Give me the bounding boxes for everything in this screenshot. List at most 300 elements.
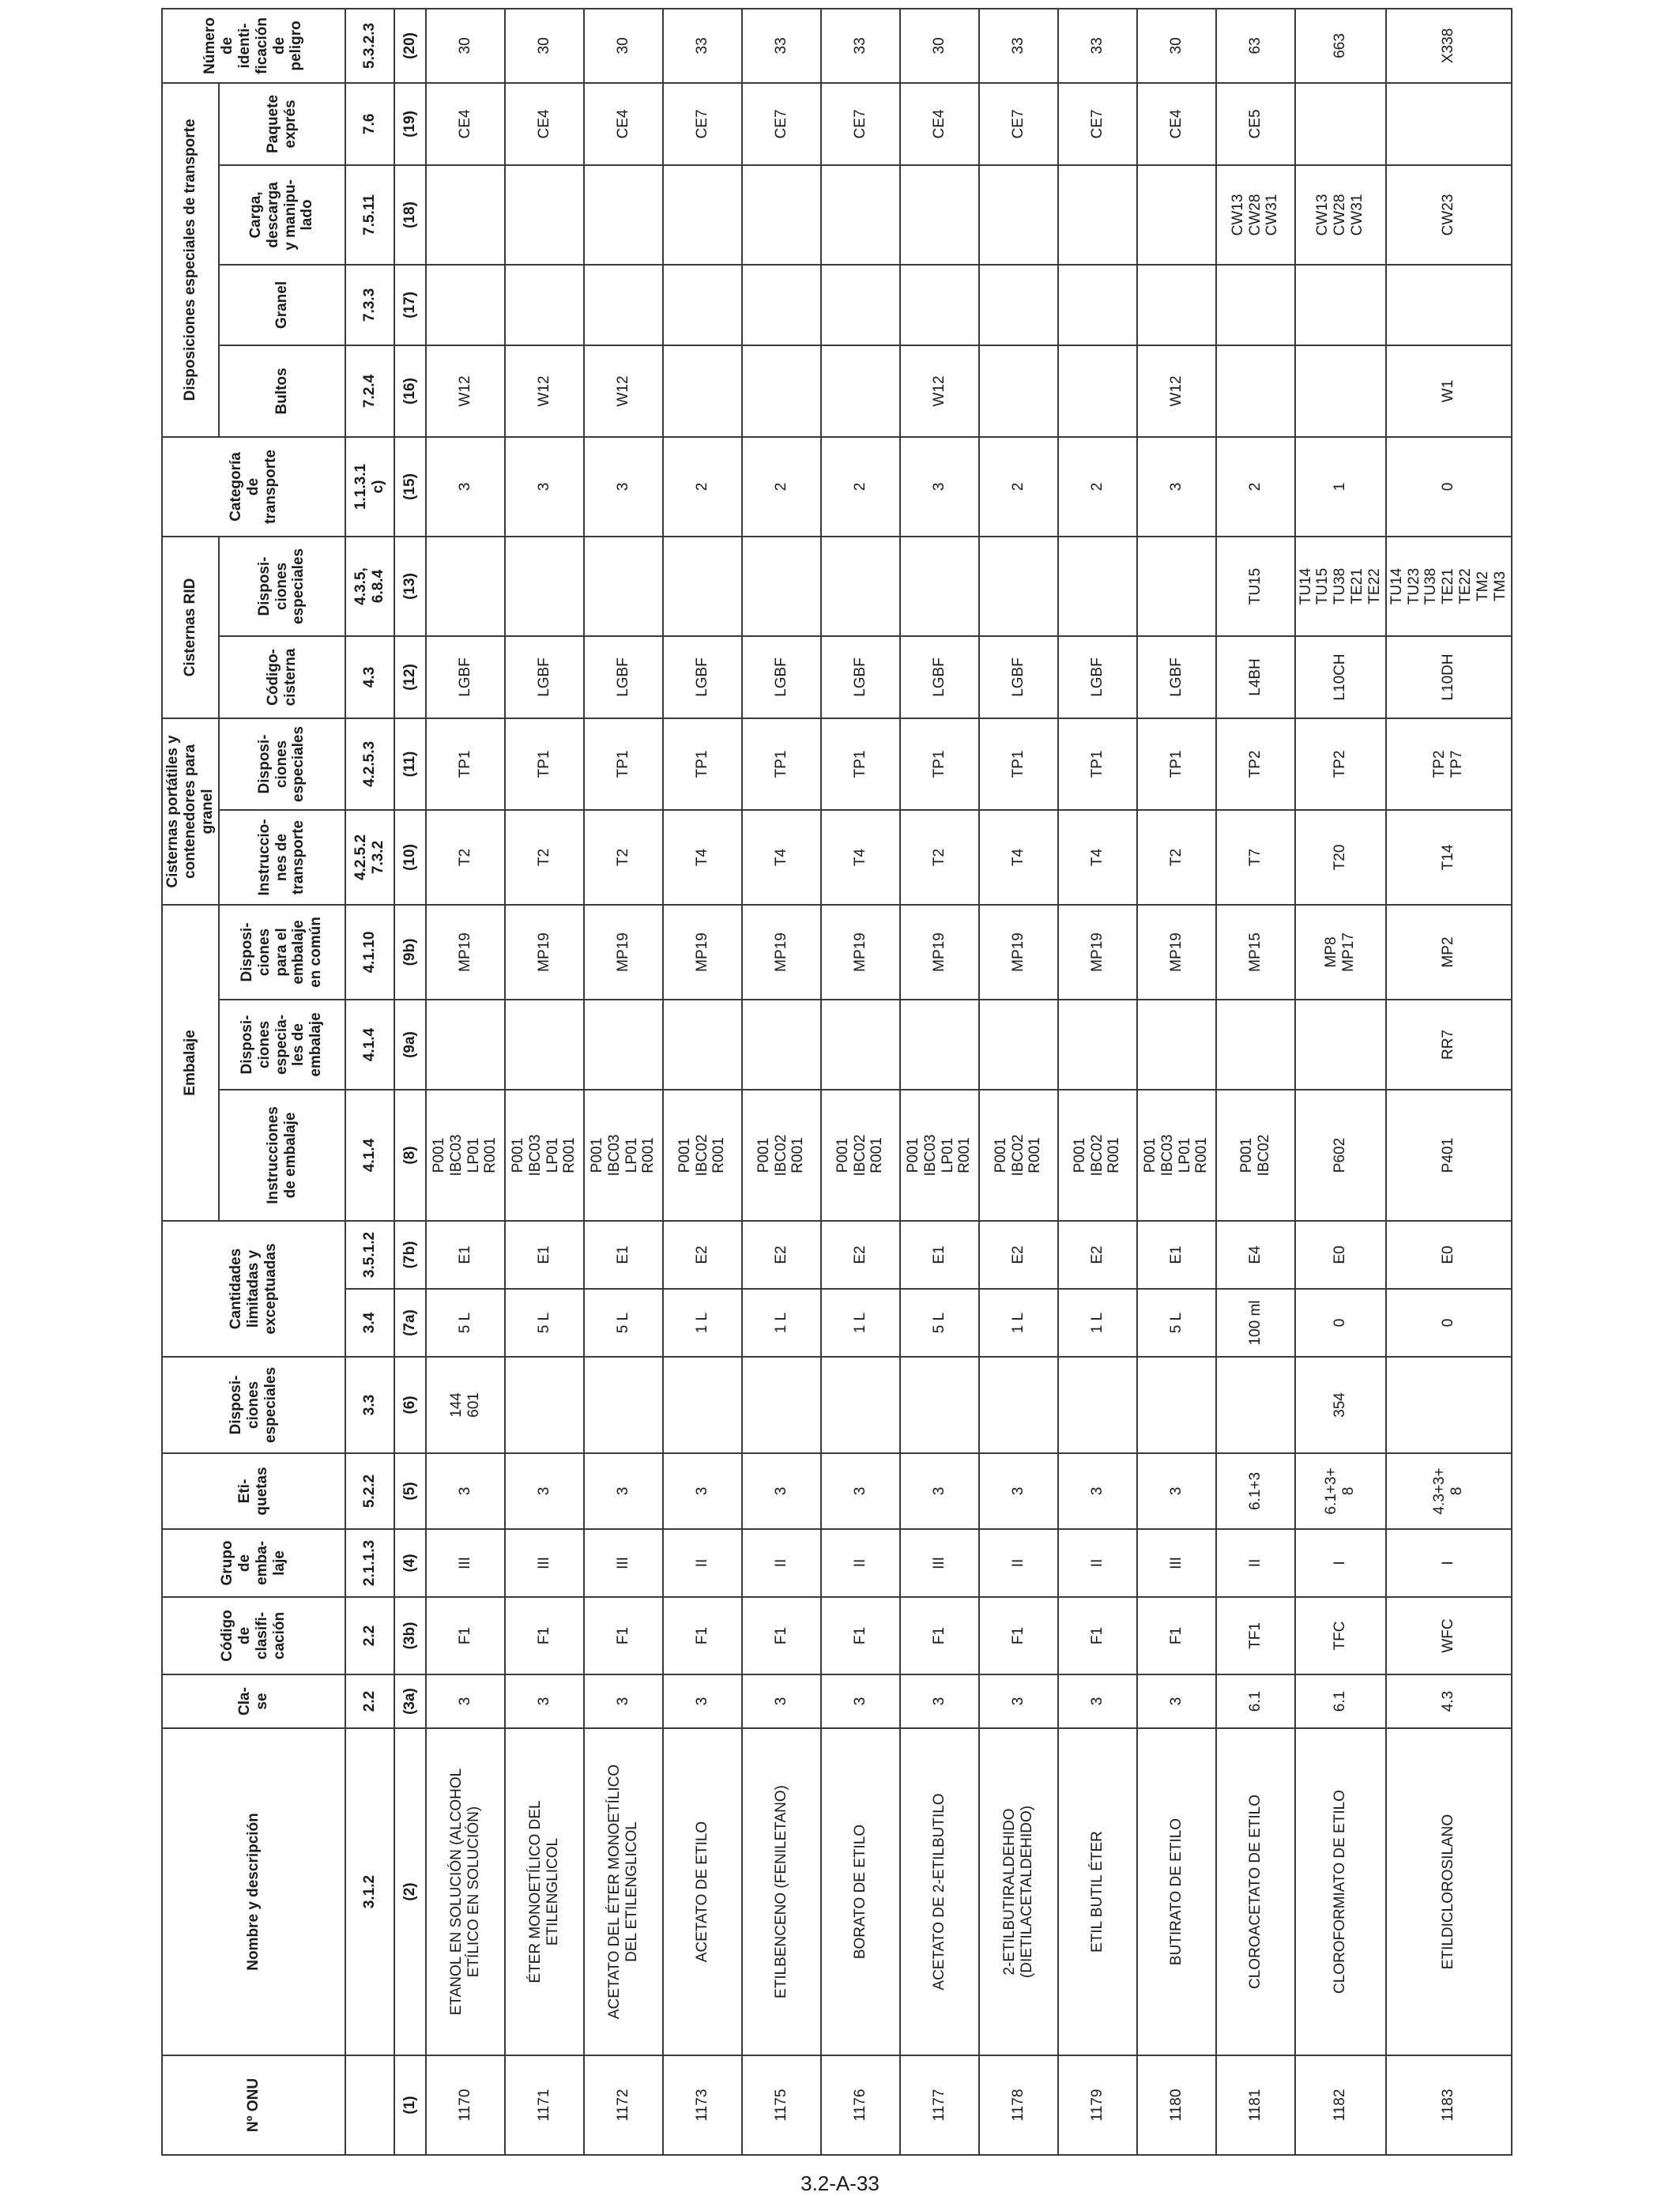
column-number-cell: (8) (394, 1090, 426, 1221)
header-labels: Eti- quetas (162, 1453, 345, 1529)
header-packages: Bultos (219, 345, 345, 437)
cell-tank-code: L10DH (1386, 636, 1512, 718)
header-hazard-number: Número de identi- ficación de peligro (162, 9, 345, 83)
cell-name: ÉTER MONOETÍLICO DEL ETILENGLICOL (505, 1728, 584, 2055)
cell-un-number: 1181 (1216, 2055, 1295, 2155)
reference-cell: 3.3 (345, 1357, 394, 1453)
cell-tank-code: LGBF (663, 636, 742, 718)
cell-hazard-number: 33 (979, 9, 1058, 83)
cell-loading-provision (663, 165, 742, 265)
cell-packing-instructions: P001 IBC03 LP01 R001 (900, 1090, 979, 1221)
header-packing-group: Grupo de emba- laje (162, 1529, 345, 1597)
reference-cell: 4.1.10 (345, 905, 394, 1000)
cell-portable-tank-provisions: TP1 (584, 718, 663, 810)
reference-cell: 7.3.3 (345, 265, 394, 345)
table-row (742, 9, 821, 2155)
cell-packing-instructions: P001 IBC02 R001 (821, 1090, 900, 1221)
cell-tank-provisions (663, 537, 742, 636)
cell-excepted-quantity: E1 (426, 1221, 505, 1289)
cell-special-provisions (505, 1357, 584, 1453)
cell-packing-group: III (426, 1529, 505, 1597)
cell-limited-quantity: 5 L (426, 1289, 505, 1357)
cell-portable-tank-instructions: T2 (426, 810, 505, 905)
cell-loading-provision (584, 165, 663, 265)
cell-limited-quantity: 5 L (505, 1289, 584, 1357)
cell-portable-tank-provisions: TP1 (663, 718, 742, 810)
header-class: Cla- se (162, 1674, 345, 1728)
cell-tank-provisions: TU14 TU15 TU38 TE21 TE22 (1295, 537, 1386, 636)
cell-excepted-quantity: E1 (1137, 1221, 1216, 1289)
cell-tank-provisions (1058, 537, 1137, 636)
cell-un-number: 1173 (663, 2055, 742, 2155)
rotated-page (161, 9, 1509, 2156)
table-row (1216, 9, 1295, 2155)
cell-tank-code: LGBF (821, 636, 900, 718)
cell-bulk-provision (900, 265, 979, 345)
column-number-cell: (12) (394, 636, 426, 718)
cell-express-parcel-provision: CE4 (426, 83, 505, 165)
cell-labels: 3 (1058, 1453, 1137, 1529)
cell-class: 3 (900, 1674, 979, 1728)
cell-packages-provision: W12 (1137, 345, 1216, 437)
cell-limited-quantity: 0 (1386, 1289, 1512, 1357)
reference-cell: 2.2 (345, 1597, 394, 1674)
cell-name: ETANOL EN SOLUCIÓN (ALCOHOL ETÍLICO EN SOLUCIÓN) (426, 1728, 505, 2055)
cell-packing-group: II (742, 1529, 821, 1597)
cell-express-parcel-provision: CE7 (663, 83, 742, 165)
cell-excepted-quantity: E0 (1295, 1221, 1386, 1289)
cell-hazard-number: 663 (1295, 9, 1386, 83)
cell-portable-tank-instructions: T4 (979, 810, 1058, 905)
cell-loading-provision (979, 165, 1058, 265)
header-bulk: Granel (219, 265, 345, 345)
cell-special-packing-provisions: RR7 (1386, 1000, 1512, 1090)
header-limited-quantities: Cantidades limitadas y exceptuadas (162, 1221, 345, 1357)
cell-tank-code: LGBF (505, 636, 584, 718)
header-rid-tanks: Cisternas RID (162, 537, 219, 718)
cell-express-parcel-provision (1386, 83, 1512, 165)
cell-portable-tank-instructions: T2 (1137, 810, 1216, 905)
column-number-cell: (15) (394, 437, 426, 537)
cell-un-number: 1172 (584, 2055, 663, 2155)
cell-classification-code: F1 (426, 1597, 505, 1674)
cell-express-parcel-provision: CE7 (742, 83, 821, 165)
cell-hazard-number: 33 (1058, 9, 1137, 83)
cell-express-parcel-provision: CE4 (505, 83, 584, 165)
cell-special-packing-provisions (1216, 1000, 1295, 1090)
cell-mixed-packing-provisions: MP19 (742, 905, 821, 1000)
cell-bulk-provision (742, 265, 821, 345)
cell-bulk-provision (426, 265, 505, 345)
cell-special-provisions (900, 1357, 979, 1453)
cell-portable-tank-provisions: TP2 (1216, 718, 1295, 810)
table-row (979, 9, 1058, 2155)
cell-classification-code: F1 (1058, 1597, 1137, 1674)
table-row (584, 9, 663, 2155)
column-number-cell: (19) (394, 83, 426, 165)
cell-express-parcel-provision: CE7 (1058, 83, 1137, 165)
dangerous-goods-table (161, 8, 1512, 2156)
cell-portable-tank-provisions: TP2 (1295, 718, 1386, 810)
cell-name: BORATO DE ETILO (821, 1728, 900, 2055)
cell-un-number: 1182 (1295, 2055, 1386, 2155)
cell-tank-provisions (1137, 537, 1216, 636)
cell-portable-tank-provisions: TP1 (1137, 718, 1216, 810)
cell-hazard-number: 30 (1137, 9, 1216, 83)
cell-transport-category: 2 (979, 437, 1058, 537)
cell-hazard-number: X338 (1386, 9, 1512, 83)
cell-loading-provision (426, 165, 505, 265)
cell-packing-instructions: P001 IBC03 LP01 R001 (584, 1090, 663, 1221)
cell-classification-code: TFC (1295, 1597, 1386, 1674)
cell-hazard-number: 33 (742, 9, 821, 83)
cell-bulk-provision (584, 265, 663, 345)
reference-row (345, 9, 394, 2155)
header-packaging: Embalaje (162, 905, 219, 1221)
reference-cell: 7.5.11 (345, 165, 394, 265)
cell-tank-code: LGBF (900, 636, 979, 718)
cell-tank-code: LGBF (1137, 636, 1216, 718)
cell-packing-instructions: P001 IBC03 LP01 R001 (505, 1090, 584, 1221)
cell-excepted-quantity: E2 (742, 1221, 821, 1289)
cell-tank-provisions (821, 537, 900, 636)
cell-bulk-provision (1386, 265, 1512, 345)
cell-hazard-number: 30 (584, 9, 663, 83)
header-special-provisions: Disposi- ciones especiales (162, 1357, 345, 1453)
column-number-cell: (9b) (394, 905, 426, 1000)
table-row (900, 9, 979, 2155)
header-name: Nombre y descripción (162, 1728, 345, 2055)
cell-special-provisions (1137, 1357, 1216, 1453)
cell-packing-group: II (1058, 1529, 1137, 1597)
table-row (1295, 9, 1386, 2155)
cell-packing-group: III (505, 1529, 584, 1597)
column-number-cell: (7a) (394, 1289, 426, 1357)
cell-portable-tank-provisions: TP1 (742, 718, 821, 810)
cell-bulk-provision (1058, 265, 1137, 345)
cell-bulk-provision (821, 265, 900, 345)
cell-transport-category: 2 (663, 437, 742, 537)
cell-packages-provision (663, 345, 742, 437)
cell-portable-tank-instructions: T4 (663, 810, 742, 905)
cell-un-number: 1180 (1137, 2055, 1216, 2155)
cell-class: 3 (1137, 1674, 1216, 1728)
cell-express-parcel-provision: CE4 (1137, 83, 1216, 165)
cell-name: CLOROFORMIATO DE ETILO (1295, 1728, 1386, 2055)
cell-portable-tank-instructions: T4 (1058, 810, 1137, 905)
cell-labels: 3 (979, 1453, 1058, 1529)
cell-packages-provision: W12 (900, 345, 979, 437)
cell-class: 3 (979, 1674, 1058, 1728)
column-number-cell: (20) (394, 9, 426, 83)
cell-mixed-packing-provisions: MP19 (505, 905, 584, 1000)
cell-loading-provision (900, 165, 979, 265)
cell-classification-code: F1 (742, 1597, 821, 1674)
cell-name: BUTIRATO DE ETILO (1137, 1728, 1216, 2055)
cell-packages-provision (1216, 345, 1295, 437)
column-number-cell: (5) (394, 1453, 426, 1529)
cell-un-number: 1183 (1386, 2055, 1512, 2155)
cell-name: ETILBENCENO (FENILETANO) (742, 1728, 821, 2055)
cell-excepted-quantity: E2 (821, 1221, 900, 1289)
cell-packages-provision: W12 (426, 345, 505, 437)
cell-limited-quantity: 1 L (742, 1289, 821, 1357)
cell-special-provisions (1058, 1357, 1137, 1453)
table-row (1137, 9, 1216, 2155)
cell-packages-provision: W12 (584, 345, 663, 437)
header-un-number: Nº ONU (162, 2055, 345, 2155)
cell-tank-code: LGBF (426, 636, 505, 718)
cell-packing-group: I (1386, 1529, 1512, 1597)
cell-transport-category: 3 (426, 437, 505, 537)
column-number-cell: (3a) (394, 1674, 426, 1728)
cell-portable-tank-provisions: TP1 (505, 718, 584, 810)
cell-mixed-packing-provisions: MP19 (1058, 905, 1137, 1000)
cell-special-provisions (742, 1357, 821, 1453)
cell-portable-tank-instructions: T4 (821, 810, 900, 905)
cell-portable-tank-instructions: T4 (742, 810, 821, 905)
cell-tank-provisions (505, 537, 584, 636)
cell-classification-code: F1 (663, 1597, 742, 1674)
cell-un-number: 1177 (900, 2055, 979, 2155)
cell-portable-tank-provisions: TP2 TP7 (1386, 718, 1512, 810)
cell-transport-category: 3 (584, 437, 663, 537)
cell-labels: 3 (505, 1453, 584, 1529)
cell-transport-category: 2 (742, 437, 821, 537)
cell-loading-provision (1137, 165, 1216, 265)
cell-classification-code: F1 (505, 1597, 584, 1674)
cell-packing-group: III (584, 1529, 663, 1597)
cell-packing-group: II (663, 1529, 742, 1597)
cell-un-number: 1179 (1058, 2055, 1137, 2155)
cell-tank-provisions (584, 537, 663, 636)
cell-name: ETILDICLOROSILANO (1386, 1728, 1512, 2055)
cell-special-provisions (979, 1357, 1058, 1453)
cell-excepted-quantity: E1 (505, 1221, 584, 1289)
cell-class: 6.1 (1216, 1674, 1295, 1728)
cell-tank-code: LGBF (1058, 636, 1137, 718)
reference-cell: 3.5.1.2 (345, 1221, 394, 1289)
cell-labels: 6.1+3 (1216, 1453, 1295, 1529)
cell-bulk-provision (505, 265, 584, 345)
reference-cell: 4.2.5.2 7.3.2 (345, 810, 394, 905)
cell-loading-provision: CW23 (1386, 165, 1512, 265)
column-number-cell: (16) (394, 345, 426, 437)
reference-cell: 2.1.1.3 (345, 1529, 394, 1597)
reference-cell: 7.2.4 (345, 345, 394, 437)
cell-name: CLOROACETATO DE ETILO (1216, 1728, 1295, 2055)
reference-cell: 4.1.4 (345, 1090, 394, 1221)
cell-limited-quantity: 5 L (584, 1289, 663, 1357)
cell-packing-group: II (821, 1529, 900, 1597)
reference-cell: 4.3.5, 6.8.4 (345, 537, 394, 636)
cell-excepted-quantity: E2 (663, 1221, 742, 1289)
cell-mixed-packing-provisions: MP19 (1137, 905, 1216, 1000)
cell-portable-tank-instructions: T2 (900, 810, 979, 905)
cell-transport-category: 1 (1295, 437, 1386, 537)
cell-hazard-number: 63 (1216, 9, 1295, 83)
cell-un-number: 1170 (426, 2055, 505, 2155)
cell-excepted-quantity: E0 (1386, 1221, 1512, 1289)
cell-packing-group: I (1295, 1529, 1386, 1597)
cell-special-provisions (584, 1357, 663, 1453)
cell-loading-provision (1058, 165, 1137, 265)
cell-name: ACETATO DEL ÉTER MONOETÍLICO DEL ETILENGLICOL (584, 1728, 663, 2055)
cell-name: ACETATO DE ETILO (663, 1728, 742, 2055)
cell-class: 3 (821, 1674, 900, 1728)
cell-tank-provisions (742, 537, 821, 636)
column-number-cell: (17) (394, 265, 426, 345)
page-number: 3.2-A-33 (800, 2172, 880, 2195)
reference-cell: 4.2.5.3 (345, 718, 394, 810)
cell-bulk-provision (663, 265, 742, 345)
cell-un-number: 1171 (505, 2055, 584, 2155)
reference-cell: 5.2.2 (345, 1453, 394, 1529)
table-row (821, 9, 900, 2155)
header-packing-instructions: Instrucciones de embalaje (219, 1090, 345, 1221)
cell-special-provisions: 354 (1295, 1357, 1386, 1453)
cell-classification-code: F1 (1137, 1597, 1216, 1674)
cell-packing-group: II (1216, 1529, 1295, 1597)
cell-packing-instructions: P401 (1386, 1090, 1512, 1221)
cell-classification-code: F1 (900, 1597, 979, 1674)
cell-special-packing-provisions (1295, 1000, 1386, 1090)
cell-labels: 4.3+3+ 8 (1386, 1453, 1512, 1529)
cell-transport-category: 0 (1386, 437, 1512, 537)
cell-limited-quantity: 1 L (663, 1289, 742, 1357)
cell-portable-tank-instructions: T2 (584, 810, 663, 905)
cell-labels: 3 (426, 1453, 505, 1529)
reference-cell: 4.3 (345, 636, 394, 718)
reference-cell: 4.1.4 (345, 1000, 394, 1090)
header-portable-special-provisions: Disposi- ciones especiales (219, 718, 345, 810)
cell-packing-instructions: P001 IBC02 R001 (742, 1090, 821, 1221)
cell-packages-provision (1058, 345, 1137, 437)
cell-class: 3 (663, 1674, 742, 1728)
header-transport-category: Categoría de transporte (162, 437, 345, 537)
cell-mixed-packing-provisions: MP19 (426, 905, 505, 1000)
cell-limited-quantity: 0 (1295, 1289, 1386, 1357)
cell-special-provisions (1386, 1357, 1512, 1453)
cell-loading-provision (742, 165, 821, 265)
cell-packing-instructions: P001 IBC02 R001 (663, 1090, 742, 1221)
cell-labels: 3 (584, 1453, 663, 1529)
column-number-cell: (10) (394, 810, 426, 905)
cell-un-number: 1176 (821, 2055, 900, 2155)
cell-loading-provision: CW13 CW28 CW31 (1295, 165, 1386, 265)
cell-mixed-packing-provisions: MP19 (584, 905, 663, 1000)
cell-hazard-number: 30 (426, 9, 505, 83)
cell-class: 3 (742, 1674, 821, 1728)
cell-name: ACETATO DE 2-ETILBUTILO (900, 1728, 979, 2055)
cell-labels: 3 (900, 1453, 979, 1529)
cell-limited-quantity: 5 L (1137, 1289, 1216, 1357)
cell-mixed-packing-provisions: MP8 MP17 (1295, 905, 1386, 1000)
cell-class: 4.3 (1386, 1674, 1512, 1728)
cell-bulk-provision (979, 265, 1058, 345)
header-special-transport-provisions: Disposiciones especiales de transporte (162, 83, 219, 437)
cell-labels: 3 (1137, 1453, 1216, 1529)
reference-cell: 3.1.2 (345, 1728, 394, 2055)
cell-limited-quantity: 1 L (821, 1289, 900, 1357)
cell-portable-tank-provisions: TP1 (979, 718, 1058, 810)
cell-tank-code: L10CH (1295, 636, 1386, 718)
cell-labels: 3 (663, 1453, 742, 1529)
cell-labels: 3 (742, 1453, 821, 1529)
cell-special-packing-provisions (900, 1000, 979, 1090)
cell-classification-code: F1 (821, 1597, 900, 1674)
cell-transport-category: 3 (900, 437, 979, 537)
cell-bulk-provision (1137, 265, 1216, 345)
cell-mixed-packing-provisions: MP2 (1386, 905, 1512, 1000)
cell-packages-provision: W1 (1386, 345, 1512, 437)
cell-loading-provision (821, 165, 900, 265)
cell-express-parcel-provision: CE7 (979, 83, 1058, 165)
cell-hazard-number: 30 (505, 9, 584, 83)
cell-tank-provisions (900, 537, 979, 636)
cell-transport-category: 3 (1137, 437, 1216, 537)
cell-class: 3 (505, 1674, 584, 1728)
cell-tank-provisions: TU14 TU23 TU38 TE21 TE22 TM2 TM3 (1386, 537, 1512, 636)
reference-cell: 1.1.3.1 c) (345, 437, 394, 537)
header-loading-handling: Carga, descarga y manipu- lado (219, 165, 345, 265)
cell-special-packing-provisions (742, 1000, 821, 1090)
cell-express-parcel-provision: CE4 (900, 83, 979, 165)
cell-loading-provision (505, 165, 584, 265)
column-number-cell: (7b) (394, 1221, 426, 1289)
column-number-cell: (2) (394, 1728, 426, 2055)
cell-packing-instructions: P001 IBC02 R001 (979, 1090, 1058, 1221)
cell-express-parcel-provision: CE4 (584, 83, 663, 165)
cell-tank-code: LGBF (584, 636, 663, 718)
cell-packing-instructions: P001 IBC03 LP01 R001 (426, 1090, 505, 1221)
cell-loading-provision: CW13 CW28 CW31 (1216, 165, 1295, 265)
cell-tank-code: LGBF (742, 636, 821, 718)
cell-tank-code: L4BH (1216, 636, 1295, 718)
cell-tank-provisions (426, 537, 505, 636)
cell-mixed-packing-provisions: MP15 (1216, 905, 1295, 1000)
cell-tank-code: LGBF (979, 636, 1058, 718)
cell-special-provisions (663, 1357, 742, 1453)
cell-packages-provision: W12 (505, 345, 584, 437)
reference-cell: 7.6 (345, 83, 394, 165)
cell-portable-tank-instructions: T7 (1216, 810, 1295, 905)
cell-limited-quantity: 1 L (979, 1289, 1058, 1357)
cell-portable-tank-instructions: T14 (1386, 810, 1512, 905)
cell-excepted-quantity: E2 (1058, 1221, 1137, 1289)
cell-special-provisions (821, 1357, 900, 1453)
table-row (1386, 9, 1512, 2155)
cell-packing-instructions: P602 (1295, 1090, 1386, 1221)
cell-labels: 6.1+3+ 8 (1295, 1453, 1386, 1529)
cell-labels: 3 (821, 1453, 900, 1529)
cell-packages-provision (742, 345, 821, 437)
reference-cell: 3.4 (345, 1289, 394, 1357)
table-row (1058, 9, 1137, 2155)
cell-transport-category: 2 (1216, 437, 1295, 537)
cell-limited-quantity: 100 ml (1216, 1289, 1295, 1357)
cell-packing-group: III (1137, 1529, 1216, 1597)
cell-special-provisions: 144 601 (426, 1357, 505, 1453)
header-portable-tanks: Cisternas portátiles y contenedores para granel (162, 718, 219, 905)
cell-special-packing-provisions (584, 1000, 663, 1090)
cell-classification-code: TF1 (1216, 1597, 1295, 1674)
cell-special-packing-provisions (1137, 1000, 1216, 1090)
cell-class: 3 (1058, 1674, 1137, 1728)
cell-special-packing-provisions (979, 1000, 1058, 1090)
reference-cell: 5.3.2.3 (345, 9, 394, 83)
cell-special-packing-provisions (505, 1000, 584, 1090)
